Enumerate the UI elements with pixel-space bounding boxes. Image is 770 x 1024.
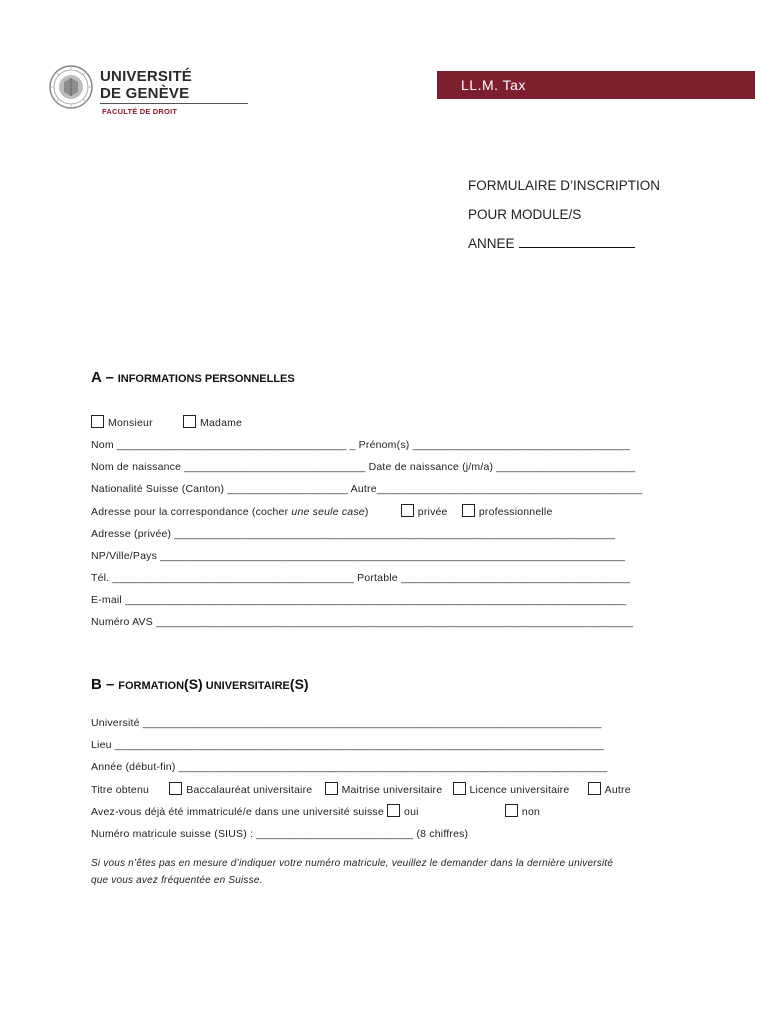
avs-field[interactable]: Numéro AVS _______________________________________________________________________________ [91, 616, 634, 628]
nom-field[interactable]: Nom ______________________________________ _ Prénom(s) ____________________________________ [91, 439, 631, 451]
matricule-note-line1: Si vous n’êtes pas en mesure d’indiquer votre numéro matricule, veuillez le demander dans la dernière université [91, 858, 614, 869]
licence-label: Licence universitaire [469, 784, 570, 796]
section-b-heading-paren1: (S) [184, 676, 203, 692]
monsieur-label: Monsieur [108, 417, 153, 429]
section-a-letter: A – [91, 369, 114, 386]
university-name [100, 68, 192, 102]
university-logo [48, 64, 218, 120]
non-label: non [521, 806, 541, 818]
madame-checkbox[interactable] [183, 415, 196, 428]
madame-label: Madame [200, 417, 243, 429]
matricule-note [91, 855, 691, 889]
professionnelle-label: professionnelle [478, 506, 553, 518]
adresse-privee-field[interactable]: Adresse (privée) _________________________________________________________________________ [91, 528, 616, 540]
form-title [468, 176, 660, 263]
form-title-line2: POUR MODULE/S [468, 207, 582, 222]
maitrise-label: Maitrise universitaire [341, 784, 443, 796]
faculty-name: FACULTÉ DE DROIT [102, 107, 178, 116]
monsieur-checkbox[interactable] [91, 415, 104, 428]
professionnelle-checkbox[interactable] [462, 504, 475, 517]
privee-checkbox[interactable] [401, 504, 414, 517]
university-seal-icon [48, 64, 94, 110]
year-field[interactable] [519, 234, 635, 248]
titre-obtenu-row [91, 782, 661, 797]
section-a-title [91, 369, 295, 386]
oui-checkbox[interactable] [387, 804, 400, 817]
section-b-title [91, 676, 309, 693]
telephone-field[interactable]: Tél. ________________________________________ Portable ______________________________________ [91, 572, 631, 584]
university-name-line1: UNIVERSITÉ [100, 68, 193, 85]
privee-label: privée [417, 506, 448, 518]
year-label: ANNEE [468, 236, 515, 251]
immatriculation-question: Avez-vous déjà été immatriculé/e dans une université suisse [91, 806, 384, 818]
nationalite-field[interactable]: Nationalité Suisse (Canton) ____________________ Autre____________________________________________ [91, 483, 643, 495]
section-b-heading-part1: FORMATION [118, 680, 185, 692]
baccalaureat-label: Baccalauréat universitaire [186, 784, 313, 796]
immatriculation-row [91, 804, 661, 819]
matricule-field[interactable]: Numéro matricule suisse (SIUS) : __________________________ (8 chiffres) [91, 828, 469, 840]
civility-row [91, 415, 661, 430]
titre-obtenu-label: Titre obtenu [91, 784, 150, 796]
section-b-heading-paren2: (S) [289, 676, 309, 692]
annee-field[interactable]: Année (début-fin) _______________________________________________________________________ [91, 761, 608, 773]
adresse-correspondance-label: Adresse pour la correspondance (cocher [91, 506, 292, 518]
lieu-field[interactable]: Lieu _________________________________________________________________________________ [91, 739, 604, 751]
maitrise-checkbox[interactable] [325, 782, 338, 795]
program-banner: LL.M. Tax [437, 71, 755, 99]
section-b-heading-part2: UNIVERSITAIRE [202, 680, 290, 692]
matricule-note-line2: que vous avez fréquentée en Suisse. [91, 875, 263, 886]
section-b-letter: B – [91, 676, 115, 693]
nom-naissance-field[interactable]: Nom de naissance ______________________________ Date de naissance (j/m/a) _______________________ [91, 461, 636, 473]
licence-checkbox[interactable] [453, 782, 466, 795]
adresse-correspondance-suffix: ) [364, 506, 369, 518]
autre-label: Autre [604, 784, 631, 796]
baccalaureat-checkbox[interactable] [169, 782, 182, 795]
university-name-line2: DE GENÈVE [100, 85, 190, 102]
form-title-line3 [468, 234, 660, 263]
non-checkbox[interactable] [505, 804, 518, 817]
universite-field[interactable]: Université ____________________________________________________________________________ [91, 717, 602, 729]
oui-label: oui [404, 806, 419, 818]
email-field[interactable]: E-mail ___________________________________________________________________________________ [91, 594, 627, 606]
section-a-heading: INFORMATIONS PERSONNELLES [117, 373, 295, 385]
adresse-correspondance-emphasis: une seule case [291, 506, 365, 518]
form-title-line1: FORMULAIRE D’INSCRIPTION [468, 178, 661, 193]
np-ville-pays-field[interactable]: NP/Ville/Pays _____________________________________________________________________________ [91, 550, 626, 562]
adresse-correspondance-row [91, 504, 661, 519]
autre-checkbox[interactable] [588, 782, 601, 795]
logo-divider [100, 103, 248, 104]
